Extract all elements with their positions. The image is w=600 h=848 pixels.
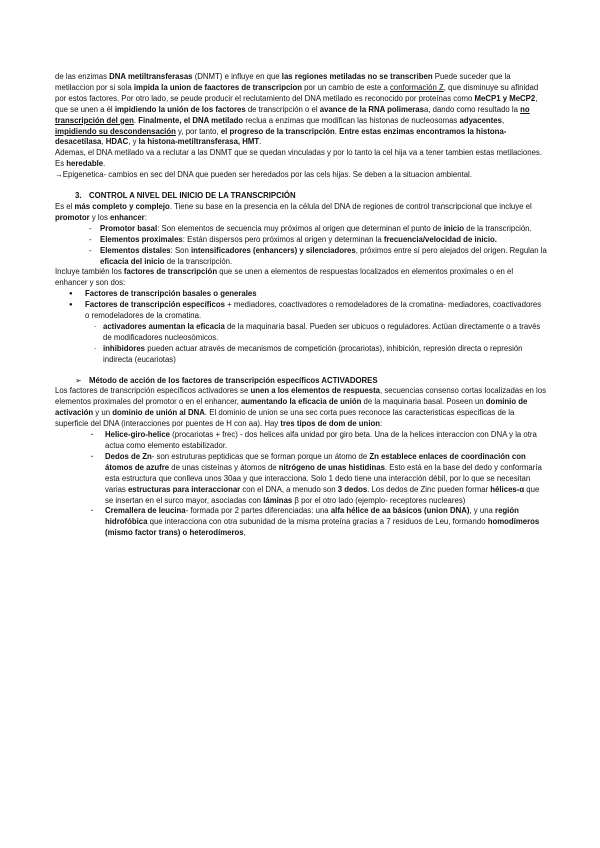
text-run: Cremallera de leucina: [105, 506, 186, 516]
text-run: + mediadores, coactivadores o remodeladores de la cromatina- mediadores, coactivadores o remodeladores de la cromatina.: [85, 300, 542, 321]
text-run: Zn establece enlaces de coordinación con átomos de azufre: [105, 451, 526, 472]
text-run: que se insertan en el surco mayor, asociadas con: [105, 484, 540, 505]
paragraph-methylation: [55, 72, 547, 148]
text-run: : Son elementos de secuencia muy próximos al origen que determinan el punto de: [157, 223, 444, 233]
text-run: adyacentes: [459, 115, 502, 125]
text-run: la histona-metiltransferasa, HMT: [138, 137, 260, 147]
regions-list: [55, 224, 547, 268]
text-run: : Son: [170, 245, 192, 255]
text-run: .: [259, 137, 262, 147]
text-run: Puede suceder que la metilaccion por si sola: [55, 72, 511, 92]
text-run: el progreso de la transcripción: [220, 126, 335, 136]
factors-list: [55, 289, 547, 365]
text-run: que interacciona con otra subunidad de la misma proteína gracias a 7 residuos de Leu, formando: [147, 517, 488, 527]
text-run: , que se unen a él: [55, 93, 538, 114]
text-run: 3 dedos: [337, 484, 368, 494]
text-run: (DNMT) e influye en que: [192, 72, 282, 81]
text-run: de las enzimas: [55, 72, 110, 81]
text-run: dominio de activación: [55, 397, 528, 418]
domains-list: [55, 430, 547, 539]
text-run: región hidrofóbica: [105, 506, 519, 527]
paragraph-factors: [55, 267, 547, 289]
text-run: . Los dedos de Zinc pueden formar: [367, 484, 491, 494]
paragraph-intro: [55, 202, 547, 224]
text-run: conformación Z: [389, 82, 444, 92]
text-run: por un cambio de este a: [301, 82, 390, 92]
text-run: ,: [243, 528, 246, 538]
text-run: Dedos de Zn: [105, 451, 152, 461]
list-item: [105, 452, 547, 507]
list-item: [100, 224, 547, 235]
text-run: de transcripción o el: [245, 104, 320, 114]
paragraph-heredable: [55, 148, 547, 170]
text-run: de la transcripción.: [164, 256, 233, 266]
text-run: Factores de transcripción específicos: [85, 300, 225, 310]
text-run: →Epigenetica- cambios en sec del DNA que pueden ser heredados por las cels hijas. Se deben a la situacion ambiental.: [55, 170, 472, 180]
text-run: enhancer: [110, 212, 145, 222]
text-run: estructuras para interaccionar: [127, 484, 241, 494]
text-run: : Están dispersos pero próximos al origen y determinan la: [182, 234, 384, 244]
list-item: [103, 322, 547, 344]
text-run: β por el otro lado (ejemplo- receptores nucleares): [292, 495, 466, 505]
text-run: con el DNA, a menudo son: [240, 484, 338, 494]
text-run: inicio: [443, 223, 465, 233]
text-run: .: [103, 159, 106, 169]
text-run: a, dando como resultado la: [423, 104, 521, 114]
text-run: . Tiene su base en la presencia en la célula del DNA de regiones de control transcripcional que incluye el: [169, 201, 532, 211]
text-run: hélices-α: [490, 484, 525, 494]
text-run: ,: [501, 115, 505, 125]
list-item: [100, 246, 547, 268]
text-run: , que disminuye su afinidad por estos factores. Por otro lado, se peude producir el reclutamiento del DNA metilado es reconocido por proteínas como: [55, 82, 539, 103]
text-run: - formada por 2 partes diferenciadas: una: [185, 506, 331, 516]
text-run: pueden actuar através de mecanismos de competición (procariotas), inhibición, represión directa o represión indirecta (eucariotas): [103, 343, 523, 364]
text-run: y los: [89, 212, 111, 222]
text-run: HDAC: [105, 137, 129, 147]
text-run: nitrógeno de unas histidinas: [278, 462, 385, 472]
text-run: Helice-giro-helice: [105, 430, 170, 440]
text-run: de unas cisteínas y átomos de: [169, 462, 279, 472]
text-run: impidiendo su descondensación: [55, 126, 176, 136]
document-page: [55, 72, 547, 539]
list-item: [100, 235, 547, 246]
text-run: eficacia del inicio: [100, 256, 165, 266]
list-item: [85, 300, 547, 365]
text-run: tres tipos de dom de union: [280, 419, 381, 429]
text-run: láminas: [263, 495, 293, 505]
text-run: no transcripción del gen: [55, 104, 530, 125]
text-run: más completo y complejo: [74, 201, 170, 211]
text-run: avance de la RNA polimeras: [319, 104, 424, 114]
text-run: aumentando la eficacia de unión: [240, 397, 362, 407]
text-run: :: [144, 212, 147, 222]
text-run: homodímeros (mismo factor trans) o heterodímeros: [105, 517, 540, 538]
section-title: CONTROL A NIVEL DEL INICIO DE LA TRANSCRIPCIÓN: [89, 191, 296, 201]
subheading-activators: ➢ Método de acción de los factores de transcripción específicos ACTIVADORES: [75, 376, 547, 387]
text-run: :: [380, 419, 383, 429]
text-run: , y: [128, 137, 139, 147]
text-run: heredable: [66, 159, 104, 169]
text-run: Incluye también los: [55, 267, 124, 277]
text-run: inhibidores: [103, 343, 146, 353]
paragraph-activators: [55, 386, 547, 430]
text-run: Los factores de transcripción específicos activadores se: [55, 386, 251, 396]
section-number: 3.: [75, 191, 82, 201]
text-run: factores de transcripción: [123, 267, 218, 277]
list-item: [105, 430, 547, 452]
text-run: - son estruturas peptidicas que se forman porque un átomo de: [151, 451, 370, 461]
text-run: impidiendo la unión de los factores: [114, 104, 246, 114]
text-run: y, por tanto,: [175, 126, 221, 136]
text-run: de la transcripción.: [464, 223, 532, 233]
text-run: y un: [93, 408, 113, 418]
text-run: Promotor basal: [100, 223, 158, 233]
text-run: intensificadores (enhancers) y silenciadores: [191, 245, 356, 255]
text-run: frecuencia/velocidad de inicio.: [383, 234, 497, 244]
list-item: [105, 506, 547, 539]
text-run: Entre estas enzimas encontramos la histona-desacetilasa: [55, 126, 507, 147]
text-run: de la maquinaria basal. Poseen un: [361, 397, 486, 407]
paragraph-epigenetics: [55, 170, 547, 181]
text-run: ,: [101, 137, 106, 147]
list-item-text: [85, 300, 541, 320]
text-run: promotor: [55, 212, 90, 222]
text-run: DNA metiltransferasas: [109, 72, 193, 81]
text-run: que se unen a elementos de respuestas localizados en elementos proximales o en el enhancer y son dos:: [55, 267, 514, 288]
text-run: dominio de unión al DNA: [112, 408, 205, 418]
text-run: unen a los elementos de respuesta: [250, 386, 381, 396]
text-run: alfa hélice de aa básicos (union DNA): [330, 506, 470, 516]
text-run: Finalmente, el DNA metilado: [138, 115, 244, 125]
text-run: reclua a enzimas que modifican las histonas de nucleosomas: [243, 115, 460, 125]
text-run: activadores aumentan la eficacia: [103, 321, 225, 331]
text-run: , y una: [469, 506, 496, 516]
text-run: , secuencias consenso cortas localizadas en los elementos proximales del promotor o en el enhancer,: [55, 386, 547, 407]
text-run: Elementos proximales: [100, 234, 183, 244]
text-run: impida la union de faactores de transcripcion: [133, 82, 302, 92]
text-run: .: [334, 126, 340, 136]
text-run: . El dominio de union se una sec corta pues reconoce las caracteristicas especificas de la superficie del DNA (interacciones por puentes de H con aa). Hay: [55, 408, 515, 429]
text-run: las regiones metiladas no se transcriben: [281, 72, 433, 81]
factor-sublist: [85, 322, 547, 366]
text-run: de la maquinaria basal. Pueden ser ubicuos o reguladores. Actúan directamente o a través de modificadores nucleosómicos.: [103, 321, 541, 342]
text-run: . Esto está en la base del dedo y conformaría esta estructura que conlleva unos 30aa y que interacciona. Solo 1 dedo tiene una interacción débil, por lo que se necesitan varias: [105, 462, 542, 494]
text-run: , próximos entre sí pero alejados del origen. Regulan la: [355, 245, 547, 255]
list-item: [85, 289, 547, 300]
text-run: Es el: [55, 201, 75, 211]
list-item: [103, 344, 547, 366]
text-run: Elementos distales: [100, 245, 171, 255]
text-run: MeCP1 y MeCP2: [474, 93, 536, 103]
text-run: Factores de transcripción basales o generales: [85, 289, 257, 299]
text-run: Ademas, el DNA metilado va a reclutar a las DNMT que se quedan vinculadas y por lo tanto la cel hija va a tener tambien estas metilaciones. Es: [55, 148, 542, 169]
text-run: .: [133, 115, 139, 125]
text-run: (procariotas + frec) - dos helices alfa unidad por giro beta. Una de la helices interaccion con DNA y la otra actua como elemento estabilizador.: [105, 430, 537, 450]
section-heading: [75, 191, 547, 202]
